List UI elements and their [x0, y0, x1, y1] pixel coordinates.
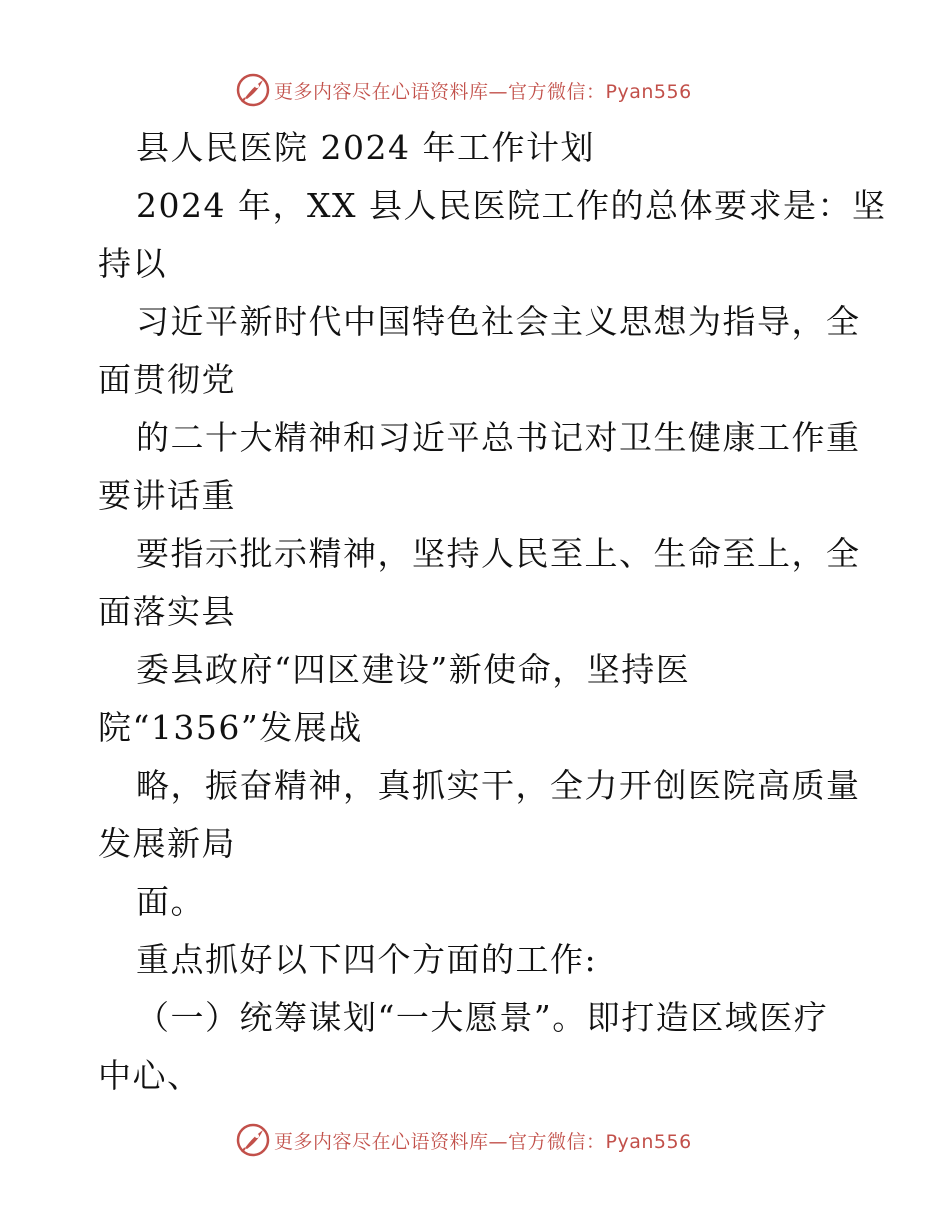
text-line: 发展新局: [98, 824, 236, 863]
watermark-text: 更多内容尽在心语资料库—官方微信：Pyan556: [274, 80, 692, 103]
text-line: 要指示批示精神，坚持人民至上、生命至上，全: [136, 534, 861, 573]
text-line: （一）统筹谋划“一大愿景”。即打造区域医疗: [136, 998, 829, 1037]
watermark-header: [236, 72, 692, 108]
text-line: 委县政府“四区建设”新使命，坚持医: [136, 650, 691, 689]
text-line: 2024 年，XX 县人民医院工作的总体要求是：坚: [136, 186, 887, 225]
text-line: 持以: [98, 244, 167, 283]
text-line: 重点抓好以下四个方面的工作:: [136, 940, 598, 979]
text-line: 的二十大精神和习近平总书记对卫生健康工作重: [136, 418, 861, 457]
text-line: 面贯彻党: [98, 360, 236, 399]
text-line: 面落实县: [98, 592, 236, 631]
text-line: 院“1356”发展战: [98, 708, 363, 747]
text-line: 略，振奋精神，真抓实干，全力开创医院高质量: [136, 766, 861, 805]
document-title: 县人民医院 2024 年工作计划: [136, 128, 595, 167]
text-line: 中心、: [98, 1056, 202, 1095]
text-line: 面。: [136, 882, 205, 921]
watermark-text: 更多内容尽在心语资料库—官方微信：Pyan556: [274, 1130, 692, 1153]
quill-pen-logo-icon: [236, 1123, 270, 1157]
text-line: 要讲话重: [98, 476, 236, 515]
text-line: 习近平新时代中国特色社会主义思想为指导，全: [136, 302, 861, 341]
quill-pen-logo-icon: [236, 73, 270, 107]
watermark-footer: [236, 1122, 692, 1158]
